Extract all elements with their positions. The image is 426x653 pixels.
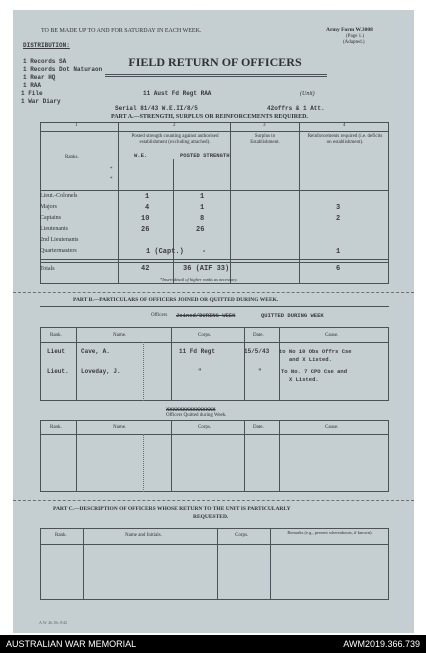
rank-label: Lieutenants: [40, 226, 68, 232]
unit-label: (Unit): [300, 91, 315, 97]
total-we: 42: [141, 265, 150, 273]
joined-caption: Officers: [151, 313, 168, 318]
distribution-line: 1 Rear HQ: [23, 74, 56, 81]
footnote: *Insert detail of higher ranks as necessary.: [160, 277, 238, 282]
form-adapted: (Adapted.): [343, 40, 365, 45]
column-number: 3: [263, 123, 266, 128]
col-subheader-we: W.E.: [134, 152, 148, 159]
column-header: Corps.: [198, 425, 212, 430]
column-number: 2: [173, 123, 176, 128]
reinforcement-value: 3: [336, 204, 341, 212]
officer-cause: to No 10 Obs Offrs Cse: [279, 348, 352, 355]
we-value: 4: [145, 204, 150, 212]
column-header: Name and Initials.: [125, 533, 162, 538]
col-header-ranks: Ranks.: [65, 155, 79, 160]
we-value: 26: [141, 226, 150, 234]
we-value: 1: [145, 193, 150, 201]
total-reinforcements: 6: [336, 265, 341, 273]
page-title: FIELD RETURN OF OFFICERS: [128, 55, 302, 69]
part-c-table: [40, 528, 389, 600]
col-header-reinforcements: Reinforcements required (i.e. deficits on establishment).: [307, 134, 383, 145]
officer-corps: ": [198, 368, 202, 375]
distribution-line: 1 Records SA: [23, 58, 67, 65]
we-value: 10: [141, 215, 150, 223]
posted-value: 1: [200, 204, 205, 212]
distribution-line: 1 Records Dot Naturaon: [23, 66, 103, 73]
distribution-line: 1 War Diary: [21, 98, 61, 105]
rank-label: Majors: [40, 204, 57, 210]
column-header: Name.: [113, 425, 127, 430]
total-posted: 36 (AIF 33): [183, 265, 230, 273]
rank-label: Lieut.-Colonels: [40, 193, 78, 199]
posted-value: 26: [196, 226, 205, 234]
column-header: Cause.: [325, 425, 339, 430]
footer-institution: AUSTRALIAN WAR MEMORIAL: [6, 639, 137, 649]
officer-rank: Lieut: [47, 348, 66, 355]
part-b-table-2: [40, 420, 389, 492]
column-number: 1: [75, 123, 78, 128]
column-header: Date.: [253, 425, 264, 430]
officer-date: 15/5/43: [244, 348, 270, 355]
col-header-posted: Posted strength counting against authorised establishment (excluding attached).: [131, 134, 219, 145]
part-b-heading: PART B.—PARTICULARS OF OFFICERS JOINED OR QUITTED DURING WEEK.: [73, 297, 279, 303]
footer-accession: AWM2019.366.739: [343, 639, 420, 649]
column-header: Date.: [253, 333, 264, 338]
totals-label: Totals: [40, 266, 55, 272]
part-a-heading: PART A.—STRENGTH, SURPLUS OR REINFORCEMENTS REQUIRED.: [111, 114, 308, 120]
quitted-caption-printed: Officers Quitted during Week.: [166, 413, 227, 418]
column-header: Corps.: [198, 333, 212, 338]
officer-corps: 11 Fd Regt: [179, 348, 216, 355]
serial-number: Serial 81/43 W.E.II/8/5: [115, 105, 198, 112]
quitted-caption: QUITTED DURING WEEK: [261, 312, 324, 319]
form-number: Army Form W.3008: [326, 27, 373, 33]
distribution-line: 1 RAA: [23, 82, 42, 89]
column-header: Rank.: [50, 333, 62, 338]
column-header: Name.: [113, 333, 127, 338]
footer-bar: [0, 635, 426, 653]
part-b-table: [40, 327, 389, 401]
posted-value: 8: [200, 215, 205, 223]
officer-name: Loveday, J.: [81, 368, 121, 375]
rank-label: 2nd Lieutenants: [40, 237, 79, 243]
col-subheader-posted: POSTED STRENGTH: [180, 152, 230, 159]
posted-value: -: [202, 248, 207, 256]
column-number: 4: [343, 123, 346, 128]
column-header: Cause.: [325, 333, 339, 338]
distribution-label: DISTRIBUTION:: [23, 42, 70, 49]
instruction-line: TO BE MADE UP TO AND FOR SATURDAY IN EACH WEEK.: [41, 28, 202, 34]
distribution-line: 1 File: [21, 90, 43, 97]
posted-value: 1: [200, 193, 205, 201]
rank-label: Quartermasters: [40, 248, 77, 254]
part-c-heading: PART C.—DESCRIPTION OF OFFICERS WHOSE RETURN TO THE UNIT IS PARTICULARLY: [53, 506, 291, 512]
officer-name: Cave, A.: [81, 348, 110, 355]
form-page: (Page 1.): [346, 34, 365, 39]
reinforcement-value: 1: [336, 248, 341, 256]
officer-cause: To No. 7 CPO Cse and: [281, 368, 348, 375]
print-code: A.W. 2b.10c.9/42: [39, 620, 68, 625]
part-c-heading-cont: REQUESTED.: [193, 514, 229, 520]
column-header: Rank.: [55, 533, 67, 538]
reinforcement-value: 2: [336, 215, 341, 223]
rank-label: Captains: [40, 215, 61, 221]
form-sheet: TO BE MADE UP TO AND FOR SATURDAY IN EACH WEEK. Army Form W.3008 (Page 1.) (Adapted.) DISTRIBUTION: 1 Records SA 1 Records Dot Naturaon 1 Rear HQ 1 RAA 1 File 1 War Diary FIELD RETURN OF OFFICERS 11 Aust Fd Regt RAA (Unit) Serial 81/43 W.E.II/8/5 42offrs & 1 Att. PART A.—STRENGTH, SURPLUS OR REINFORCEMENTS REQUIRED. 1 2 3 4 Ranks. Posted strength counting against authorised establishment (excluding attached). W.E. POSTED STRENGTH Surplus to Establishment. Reinforcements required (i.e. deficits on establishment). * * Lieut.-Colonels Majors Captains Lieutenants 2nd Lieutenants Quartermasters 1 4 10 26 1 (Capt.) 1 1 8 26 - 3 2 1 Totals 42 36 (AIF 33) 6 *Insert detail of higher ranks as necessary. PART B.—PARTICULARS OF OFFICERS JOINED OR QUITTED DURING WEEK. Officers Joined/DURING WEEK QUITTED DURING WEEK Rank. Name. Corps. Date. Cause. Lieut Cave, A. 11 Fd Regt 15/5/43 to No 10 Obs Offrs Cse and X Listed. Lieut. Loveday, J. " " To No. 7 CPO Cse and X Listed. XXXXXXXXXXXXXXX Officers Quitted during Week. Rank. Name. Corps. Date. Cause. PART C.—DESCRIPTION OF OFFICERS WHOSE RETURN TO THE UNIT IS PARTICULARLY REQUESTED. Rank. Name and Initials. Corps. Remarks (e.g., present whereabouts, if known). A.W. 2b.10c.9/42: [13, 10, 414, 633]
column-header: Corps.: [235, 533, 249, 538]
col-header-surplus: Surplus to Establishment.: [250, 134, 280, 145]
officer-cause: X Listed.: [289, 376, 319, 383]
officer-date: ": [258, 368, 262, 375]
column-header: Remarks (e.g., present whereabouts, if known).: [287, 530, 373, 535]
column-header: Rank.: [50, 425, 62, 430]
officer-rank: Lieut.: [47, 368, 69, 375]
officer-strength: 42offrs & 1 Att.: [267, 105, 325, 112]
unit-name: 11 Aust Fd Regt RAA: [143, 90, 212, 97]
officer-cause: and X Listed.: [289, 356, 332, 363]
we-value: 1 (Capt.): [146, 248, 184, 256]
